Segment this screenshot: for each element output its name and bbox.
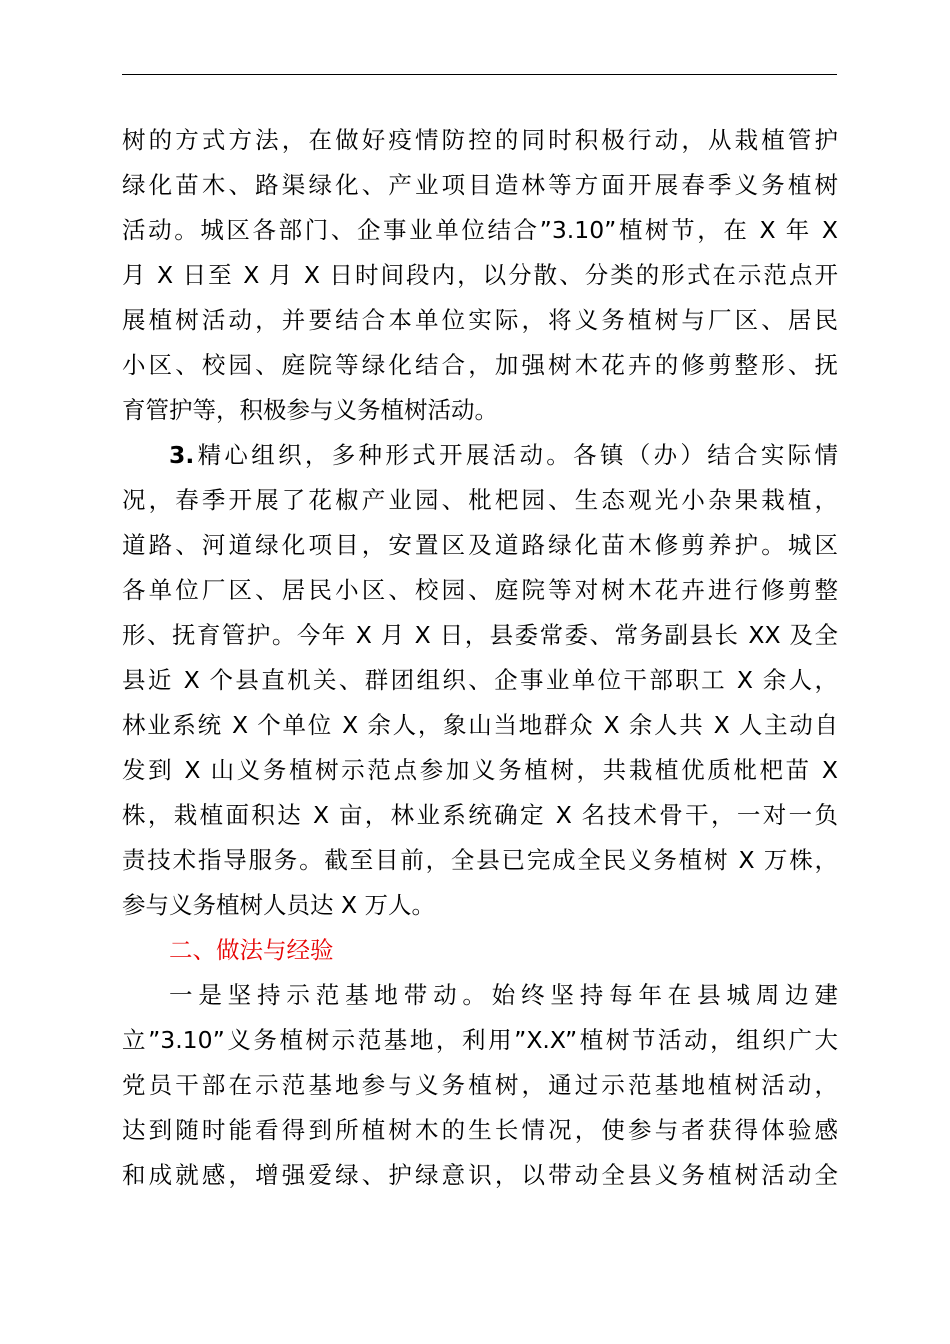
text-line: 月 X 日至 X 月 X 日时间段内，以分散、分类的形式在示范点开 [122, 261, 838, 289]
text-line: 绿化苗木、路渠绿化、产业项目造林等方面开展春季义务植树 [122, 171, 838, 199]
text-line: 发到 X 山义务植树示范点参加义务植树，共栽植优质枇杷苗 X [122, 756, 838, 784]
text-line: 道路、河道绿化项目，安置区及道路绿化苗木修剪养护。城区 [122, 531, 838, 559]
text-line: 展植树活动，并要结合本单位实际，将义务植树与厂区、居民 [122, 306, 838, 334]
text-line: 小区、校园、庭院等绿化结合，加强树木花卉的修剪整形、抚 [122, 351, 838, 379]
item-number: 3. [169, 441, 195, 469]
text-line: 树的方式方法，在做好疫情防控的同时积极行动，从栽植管护 [122, 126, 838, 154]
item-text: 精心组织，多种形式开展活动。各镇（办）结合实际情 [194, 441, 838, 469]
text-line: 立”3.10”义务植树示范基地，利用”X.X”植树节活动，组织广大 [122, 1026, 838, 1054]
text-line: 形、抚育管护。今年 X 月 X 日，县委常委、常务副县长 XX 及全 [122, 621, 838, 649]
header-rule [122, 74, 837, 75]
text-line: 和成就感，增强爱绿、护绿意识，以带动全县义务植树活动全 [122, 1161, 838, 1189]
document-body [122, 118, 838, 1198]
text-line: 责技术指导服务。截至目前，全县已完成全民义务植树 X 万株， [122, 846, 838, 874]
text-line: 林业系统 X 个单位 X 余人，象山当地群众 X 余人共 X 人主动自 [122, 711, 838, 739]
text-line: 况，春季开展了花椒产业园、枇杷园、生态观光小杂果栽植， [122, 486, 838, 514]
text-line: 育管护等，积极参与义务植树活动。 [122, 396, 498, 424]
text-line: 达到随时能看得到所植树木的生长情况，使参与者获得体验感 [122, 1116, 838, 1144]
text-line: 党员干部在示范基地参与义务植树，通过示范基地植树活动， [122, 1071, 838, 1099]
numbered-paragraph-start [122, 433, 838, 478]
text-line: 株，栽植面积达 X 亩，林业系统确定 X 名技术骨干，一对一负 [122, 801, 838, 829]
text-line: 县近 X 个县直机关、群团组织、企事业单位干部职工 X 余人， [122, 666, 838, 694]
text-line: 参与义务植树人员达 X 万人。 [122, 891, 436, 919]
text-line: 各单位厂区、居民小区、校园、庭院等对树木花卉进行修剪整 [122, 576, 838, 604]
paragraph-start: 一是坚持示范基地带动。始终坚持每年在县城周边建 [169, 981, 838, 1009]
section-heading: 二、做法与经验 [169, 936, 334, 964]
text-line: 活动。城区各部门、企事业单位结合”3.10”植树节，在 X 年 X [122, 216, 838, 244]
